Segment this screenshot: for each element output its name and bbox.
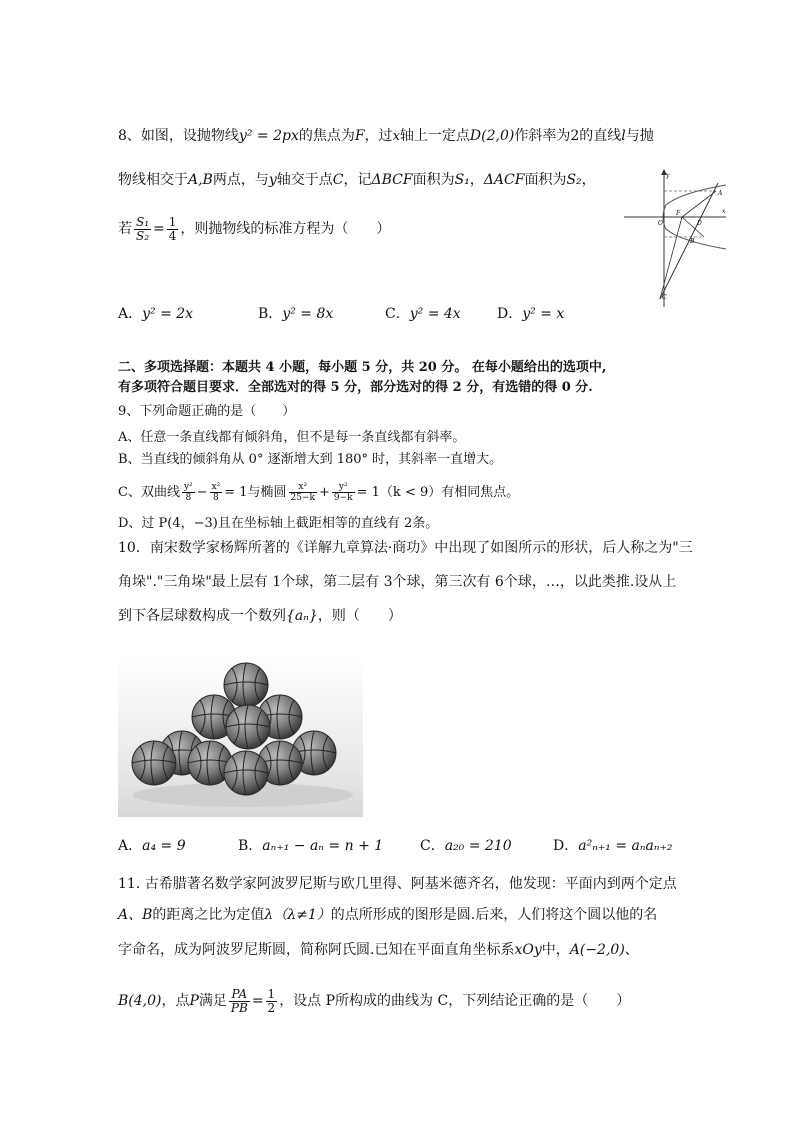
math-S1: S₁: [454, 172, 470, 188]
option-value: y² = 8x: [282, 306, 334, 322]
option-letter: A．: [118, 838, 143, 854]
line-l: [660, 183, 718, 299]
fraction-1-4: [167, 216, 179, 243]
q9-option-a[interactable]: A、任意一条直线都有倾斜角，但不是每一条直线都有斜率。: [118, 430, 466, 445]
text: 的直线: [579, 128, 622, 144]
text: ，设点 P所构成的曲线为 C，下列结论正确的是（ ）: [279, 993, 631, 1009]
parabola-figure: [620, 165, 730, 310]
q8-option-c[interactable]: [385, 304, 461, 324]
q10-line3: [118, 606, 402, 626]
q9-stem: 9、下列命题正确的是（ ）: [118, 404, 296, 419]
q10-line1: 10．南宋数学家杨辉所著的《详解九章算法·商功》中出现了如图所示的形状，后人称之为"三: [118, 540, 693, 556]
option-value: y² = 4x: [409, 306, 461, 322]
math-P: P: [189, 993, 199, 1009]
text: ，过: [364, 128, 393, 144]
text: ，点: [161, 993, 190, 1009]
fraction-1-2: [266, 988, 278, 1015]
text: ，则（ ）: [317, 608, 402, 624]
q11-line2: [118, 905, 657, 925]
q8-line2: [118, 170, 596, 190]
math-ACF: ΔACF: [483, 172, 525, 188]
q9-option-b[interactable]: B、当直线的倾斜角从 0° 逐渐增大到 180° 时，其斜率一直增大。: [118, 452, 503, 467]
label-C: C: [662, 294, 667, 301]
fraction-x2-25k: [289, 482, 317, 503]
denominator: 2: [267, 1000, 276, 1015]
text: ，则抛物线的标准方程为（ ）: [180, 221, 391, 237]
numerator: y²: [332, 482, 355, 493]
q8-option-d[interactable]: [497, 304, 564, 324]
option-value: y² = 2x: [142, 306, 194, 322]
label-O: O: [658, 220, 663, 227]
text: 轴交于点: [276, 172, 333, 188]
plus: +: [319, 485, 330, 500]
option-value: a₄ = 9: [142, 838, 186, 854]
math-sequence: {aₙ}: [286, 608, 318, 624]
text: ，: [581, 172, 596, 188]
math-D: D(2,0): [469, 128, 515, 144]
text: 两点，与: [212, 172, 269, 188]
text: 8、如图，设抛物线: [118, 128, 239, 144]
denominator: 8: [185, 493, 192, 503]
text: 的距离之比为定值: [152, 907, 265, 923]
q8-option-a[interactable]: [118, 304, 193, 324]
ball: [224, 663, 268, 707]
math-BCF: ΔBCF: [371, 172, 413, 188]
q9-option-c[interactable]: [118, 480, 519, 506]
text: ，: [469, 172, 484, 188]
math-point-B: B(4,0): [118, 993, 162, 1009]
basketball-pyramid-image: [118, 655, 363, 817]
q10-option-c[interactable]: [420, 836, 512, 856]
text: 、: [624, 942, 639, 958]
fraction-x2-8: [210, 482, 223, 503]
math-2: 2: [570, 128, 580, 144]
ball: [132, 741, 176, 785]
fraction-S1-S2: [134, 216, 151, 243]
text: 作斜率为: [514, 128, 571, 144]
equals: =: [251, 993, 264, 1009]
text: 中，: [541, 942, 570, 958]
label-A: A: [718, 190, 723, 197]
option-value: aₙ₊₁ − aₙ = n + 1: [262, 838, 384, 854]
denominator: 25−k: [290, 493, 315, 503]
ball: [226, 705, 270, 749]
q11-line1: 11. 古希腊著名数学家阿波罗尼斯与欧几里得、阿基米德齐名，他发现：平面内到两个定点: [118, 876, 677, 892]
text: ，记: [343, 172, 372, 188]
fraction-y2-9k: [332, 482, 355, 503]
option-letter: D．: [497, 306, 523, 322]
text: 的点所形成的图形是圆.后来，人们将这个圆以他的名: [330, 907, 658, 923]
option-value: y² = x: [522, 306, 565, 322]
numerator: 1: [267, 986, 276, 1001]
text: = 1与椭圆: [224, 485, 287, 500]
line-FA: [682, 191, 716, 217]
math-S2: S₂: [566, 172, 582, 188]
q10-option-a[interactable]: [118, 836, 186, 856]
line-CF: [660, 217, 682, 299]
text: 满足: [198, 993, 227, 1009]
math-C: C: [332, 172, 344, 188]
option-letter: C．: [420, 838, 445, 854]
text: 的焦点为: [298, 128, 355, 144]
q8-line1: [118, 126, 654, 147]
math-l: l: [621, 128, 626, 144]
denominator: 8: [213, 493, 219, 503]
text: 轴上一定点: [399, 128, 470, 144]
numerator: PA: [229, 988, 250, 1002]
numerator: S₁: [136, 214, 150, 229]
equals: =: [153, 221, 165, 237]
text: 若: [118, 221, 132, 237]
label-x: x: [722, 208, 726, 215]
q11-line3: [118, 940, 639, 960]
text: 面积为: [524, 172, 567, 188]
label-y: y: [666, 172, 670, 179]
denominator: 4: [168, 228, 177, 243]
text: = 1（k < 9）有相同焦点。: [356, 485, 520, 500]
q8-line3: [118, 214, 390, 244]
minus: −: [196, 485, 208, 500]
section2-line2: 有多项符合题目要求．全部选对的得 5 分，部分选对的得 2 分，有选错的得 0 分.: [118, 380, 593, 395]
fraction-y2-8: [182, 482, 195, 503]
math-point-A: A(−2,0): [569, 942, 625, 958]
option-letter: B．: [258, 306, 283, 322]
text: 到下各层球数构成一个数列: [118, 608, 286, 624]
section2-line1: 二、多项选择题：本题共 4 小题，每小题 5 分，共 20 分。 在每小题给出的选项中,: [118, 360, 607, 375]
q10-line2: 角垛"."三角垛"最上层有 1个球，第二层有 3个球，第三次有 6个球，…，以此类推.设从上: [118, 574, 677, 590]
q10-option-d[interactable]: [553, 836, 673, 856]
denominator: S₂: [136, 228, 150, 243]
text: 面积为: [412, 172, 455, 188]
text: 与抛: [625, 128, 654, 144]
math-lambda: λ（λ≠1）: [264, 907, 331, 923]
option-letter: D．: [553, 838, 579, 854]
text: 字命名，成为阿波罗尼斯圆，简称阿氏圆.已知在平面直角坐标系: [118, 942, 515, 958]
q9-option-d[interactable]: D、过 P(4，−3)且在坐标轴上截距相等的直线有 2条。: [118, 516, 439, 531]
numerator: 1: [168, 214, 177, 229]
denominator: PB: [230, 1000, 248, 1015]
fraction-PA-PB: [229, 988, 250, 1015]
option-letter: B．: [238, 838, 263, 854]
option-letter: C．: [385, 306, 410, 322]
q8-option-b[interactable]: [258, 304, 333, 324]
math-F: F: [354, 128, 365, 144]
math-parabola: y² = 2px: [238, 128, 299, 144]
numerator: y²: [183, 482, 193, 492]
math-x: x: [392, 129, 400, 144]
option-value: a₂₀ = 210: [444, 838, 512, 854]
numerator: x²: [289, 482, 317, 493]
option-value: a²ₙ₊₁ = aₙaₙ₊₂: [578, 838, 673, 854]
option-letter: A．: [118, 306, 143, 322]
label-D: D: [697, 220, 702, 227]
math-AB: A,B: [188, 172, 213, 188]
q10-option-b[interactable]: [238, 836, 383, 856]
text: 物线相交于: [118, 172, 188, 188]
math-AB: A、B: [118, 907, 153, 923]
label-F: F: [676, 210, 681, 217]
numerator: x²: [211, 482, 221, 492]
text: C、双曲线: [118, 485, 180, 500]
q11-line4: [118, 984, 630, 1018]
denominator: 9−k: [333, 493, 353, 503]
math-xOy: xOy: [514, 942, 542, 958]
math-y: y: [268, 172, 277, 188]
label-B: B: [690, 238, 695, 245]
ball: [224, 751, 268, 795]
